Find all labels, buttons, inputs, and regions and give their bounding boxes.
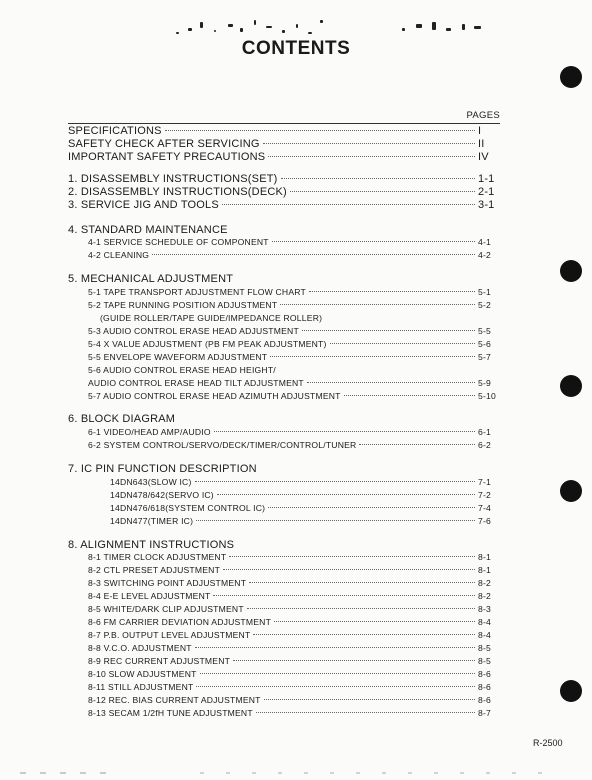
toc-entry: 5-3 AUDIO CONTROL ERASE HEAD ADJUSTMENT 5-5 [88, 326, 492, 336]
toc-entry: 8-5 WHITE/DARK CLIP ADJUSTMENT 8-3 [88, 604, 492, 614]
toc-entry: 8-1 TIMER CLOCK ADJUSTMENT 8-1 [88, 552, 492, 562]
toc-entry: IMPORTANT SAFETY PRECAUTIONS IV [68, 151, 489, 163]
pages-column-label: PAGES [466, 110, 500, 121]
header-rule [68, 123, 500, 124]
toc-entry: 4-1 SERVICE SCHEDULE OF COMPONENT 4-1 [88, 237, 492, 247]
punch-hole [560, 680, 582, 702]
toc-entry: 8-4 E-E LEVEL ADJUSTMENT 8-2 [88, 591, 492, 601]
toc-entry-continuation: 5-6 AUDIO CONTROL ERASE HEAD HEIGHT/ [88, 365, 276, 375]
toc-entry: 8-3 SWITCHING POINT ADJUSTMENT 8-2 [88, 578, 492, 588]
toc-entry: 8-12 REC. BIAS CURRENT ADJUSTMENT 8-6 [88, 695, 492, 705]
toc-entry: 14DN643(SLOW IC) 7-1 [110, 477, 492, 487]
section-heading: 6. BLOCK DIAGRAM [68, 413, 176, 425]
toc-entry: 3. SERVICE JIG AND TOOLS 3-1 [68, 199, 495, 211]
toc-entry: 5-7 AUDIO CONTROL ERASE HEAD AZIMUTH ADJUSTMENT 5-10 [88, 391, 497, 401]
toc-entry: 8-2 CTL PRESET ADJUSTMENT 8-1 [88, 565, 492, 575]
toc-entry: 5-1 TAPE TRANSPORT ADJUSTMENT FLOW CHART 5-1 [88, 287, 492, 297]
toc-entry: 8-6 FM CARRIER DEVIATION ADJUSTMENT 8-4 [88, 617, 492, 627]
toc-entry-continuation: (GUIDE ROLLER/TAPE GUIDE/IMPEDANCE ROLLER) [100, 313, 323, 323]
page-title: CONTENTS [241, 38, 351, 59]
toc-entry: 8-9 REC CURRENT ADJUSTMENT 8-5 [88, 656, 492, 666]
punch-hole [560, 260, 582, 282]
punch-hole [560, 480, 582, 502]
toc-entry: 4-2 CLEANING 4-2 [88, 250, 492, 260]
toc-entry: 5-2 TAPE RUNNING POSITION ADJUSTMENT 5-2 [88, 300, 492, 310]
scan-bottom-edge [0, 772, 592, 774]
toc-entry: 8-11 STILL ADJUSTMENT 8-6 [88, 682, 492, 692]
toc-entry: AUDIO CONTROL ERASE HEAD TILT ADJUSTMENT 5-9 [88, 378, 492, 388]
toc-entry: 14DN477(TIMER IC) 7-6 [110, 516, 492, 526]
toc-entry: 14DN478/642(SERVO IC) 7-2 [110, 490, 492, 500]
toc-entry: 6-2 SYSTEM CONTROL/SERVO/DECK/TIMER/CONTROL/TUNER 6-2 [88, 440, 492, 450]
toc-entry: 1. DISASSEMBLY INSTRUCTIONS(SET) 1-1 [68, 173, 495, 185]
toc-entry: 8-10 SLOW ADJUSTMENT 8-6 [88, 669, 492, 679]
punch-hole [560, 375, 582, 397]
toc-entry: 5-4 X VALUE ADJUSTMENT (PB FM PEAK ADJUSTMENT) 5-6 [88, 339, 492, 349]
toc-entry: 8-7 P.B. OUTPUT LEVEL ADJUSTMENT 8-4 [88, 630, 492, 640]
section-heading: 7. IC PIN FUNCTION DESCRIPTION [68, 463, 257, 475]
toc-entry: SPECIFICATIONS I [68, 125, 482, 137]
toc-entry: 8-13 SECAM 1/2fH TUNE ADJUSTMENT 8-7 [88, 708, 492, 718]
toc-entry: 5-5 ENVELOPE WAVEFORM ADJUSTMENT 5-7 [88, 352, 492, 362]
toc-entry: 8-8 V.C.O. ADJUSTMENT 8-5 [88, 643, 492, 653]
toc-entry: 6-1 VIDEO/HEAD AMP/AUDIO 6-1 [88, 427, 492, 437]
section-heading: 4. STANDARD MAINTENANCE [68, 224, 228, 236]
section-heading: 5. MECHANICAL ADJUSTMENT [68, 273, 234, 285]
toc-entry: 14DN476/618(SYSTEM CONTROL IC) 7-4 [110, 503, 492, 513]
section-heading: 8. ALIGNMENT INSTRUCTIONS [68, 539, 235, 551]
punch-hole [560, 66, 582, 88]
page-code: R-2500 [533, 738, 563, 748]
toc-entry: 2. DISASSEMBLY INSTRUCTIONS(DECK) 2-1 [68, 186, 495, 198]
toc-entry: SAFETY CHECK AFTER SERVICING II [68, 138, 485, 150]
